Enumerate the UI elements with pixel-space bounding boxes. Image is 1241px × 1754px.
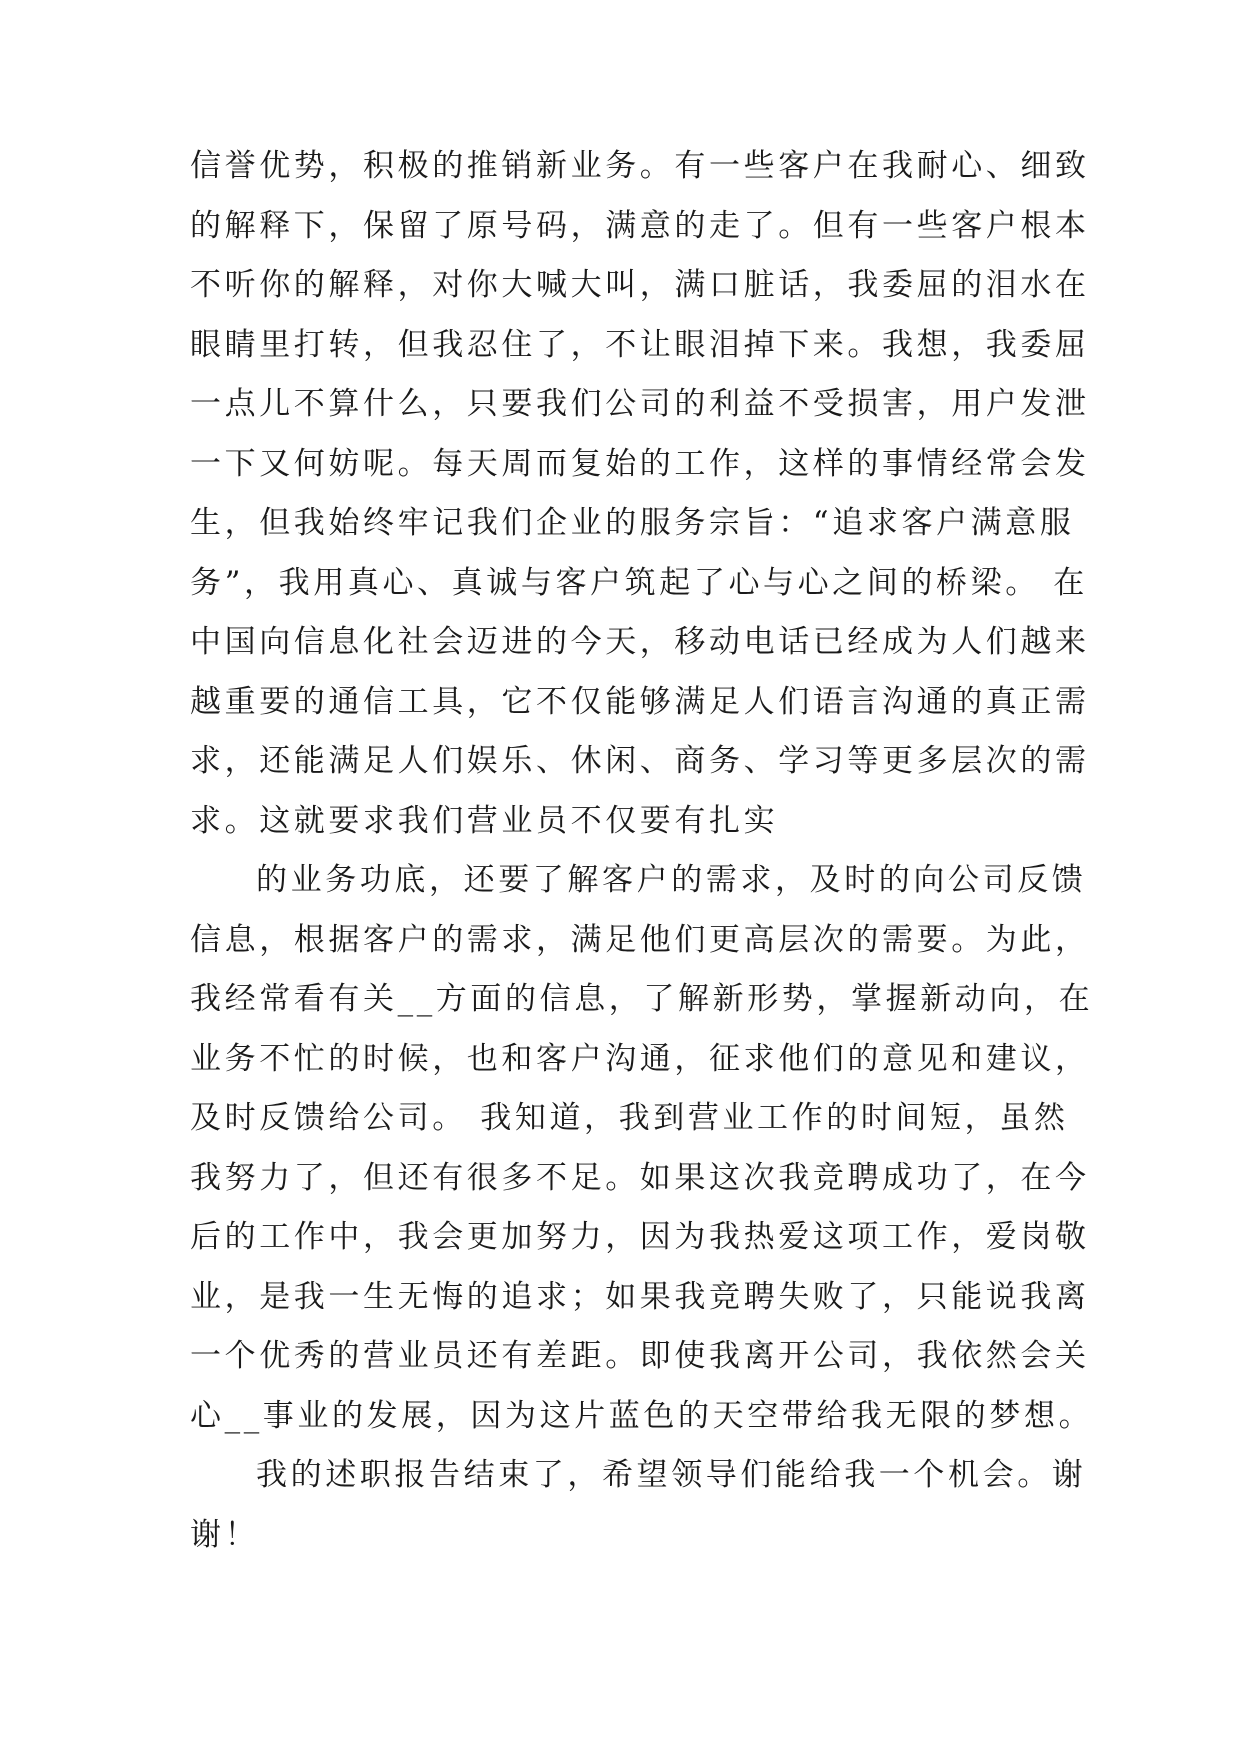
text-line: 一点儿不算什么，只要我们公司的利益不受损害，用户发泄 (190, 386, 1090, 422)
text-line: 一下又何妨呢。每天周而复始的工作，这样的事情经常会发 (190, 445, 1090, 482)
text-line: 及时反馈给公司。 我知道，我到营业工作的时间短，虽然 (190, 1100, 1069, 1136)
text-line: 生，但我始终牢记我们企业的服务宗旨：“追求客户满意服 (190, 505, 1075, 541)
text-line: 求。这就要求我们营业员不仅要有扎实 (190, 802, 779, 839)
text-line: 务”，我用真心、真诚与客户筑起了心与心之间的桥梁。 在 (190, 564, 1088, 601)
text-line: 我努力了，但还有很多不足。如果这次我竞聘成功了，在今 (190, 1159, 1090, 1196)
document-body (190, 137, 1094, 1565)
text-line: 后的工作中，我会更加努力，因为我热爱这项工作，爱岗敬 (190, 1219, 1090, 1255)
text-line: 信誉优势，积极的推销新业务。有一些客户在我耐心、细致 (190, 148, 1090, 184)
text-line: 眼睛里打转，但我忍住了，不让眼泪掉下来。我想，我委屈 (190, 326, 1090, 363)
text-line: 求，还能满足人们娱乐、休闲、商务、学习等更多层次的需 (190, 743, 1090, 779)
text-line: 我的述职报告结束了，希望领导们能给我一个机会。谢 (256, 1457, 1087, 1493)
text-line: 的业务功底，还要了解客户的需求，及时的向公司反馈 (256, 862, 1087, 898)
text-line: 业，是我一生无悔的追求；如果我竞聘失败了，只能说我离 (190, 1278, 1090, 1315)
text-line: 不听你的解释，对你大喊大叫，满口脏话，我委屈的泪水在 (190, 267, 1090, 303)
text-line: 中国向信息化社会迈进的今天，移动电话已经成为人们越来 (190, 624, 1090, 660)
text-line: 信息，根据客户的需求，满足他们更高层次的需要。为此， (190, 921, 1090, 958)
text-line: 谢！ (190, 1516, 260, 1553)
text-line: 心__事业的发展，因为这片蓝色的天空带给我无限的梦想。 (190, 1397, 1094, 1434)
text-line: 一个优秀的营业员还有差距。即使我离开公司，我依然会关 (190, 1338, 1090, 1374)
text-line: 业务不忙的时候，也和客户沟通，征求他们的意见和建议， (190, 1040, 1090, 1077)
text-line: 的解释下，保留了原号码，满意的走了。但有一些客户根本 (190, 207, 1090, 244)
text-line: 我经常看有关__方面的信息，了解新形势，掌握新动向，在 (190, 981, 1094, 1017)
text-line: 越重要的通信工具，它不仅能够满足人们语言沟通的真正需 (190, 683, 1090, 720)
